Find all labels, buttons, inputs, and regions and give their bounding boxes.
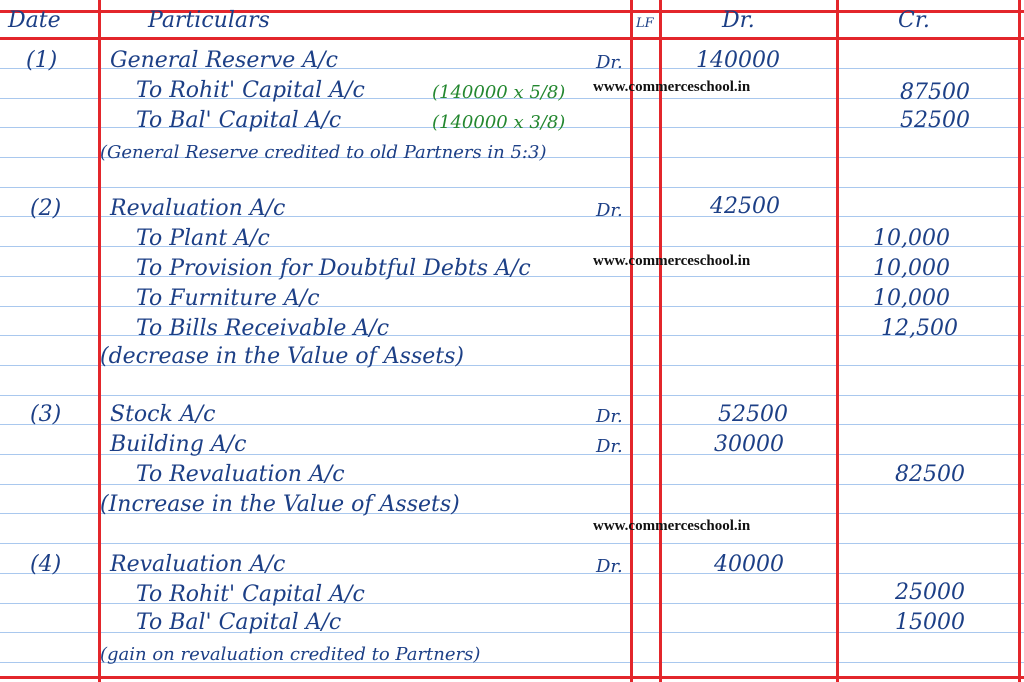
- credit-account: To Provision for Doubtful Debts A/c: [136, 256, 531, 281]
- credit-amount: 82500: [895, 462, 965, 487]
- ruling-line: [0, 187, 1024, 188]
- dr-mark: Dr.: [596, 406, 623, 427]
- lf-column-divider: [659, 0, 662, 682]
- credit-amount: 25000: [895, 580, 965, 605]
- narration: (decrease in the Value of Assets): [100, 344, 464, 369]
- debit-amount: 42500: [710, 194, 780, 219]
- narration: (Increase in the Value of Assets): [100, 492, 460, 517]
- ruling-line: [0, 395, 1024, 396]
- credit-account: To Bal' Capital A/c: [136, 610, 342, 635]
- credit-amount: 10,000: [873, 256, 950, 281]
- credit-account: To Plant A/c: [136, 226, 270, 251]
- entry-number: (4): [30, 552, 62, 577]
- credit-amount: 12,500: [881, 316, 958, 341]
- credit-amount: 87500: [900, 80, 970, 105]
- watermark-text: www.commerceschool.in: [593, 79, 751, 95]
- watermark-text: www.commerceschool.in: [593, 253, 751, 269]
- debit-amount: 140000: [696, 48, 780, 73]
- credit-account: To Rohit' Capital A/c: [136, 78, 365, 103]
- dr-mark: Dr.: [596, 200, 623, 221]
- credit-amount: 15000: [895, 610, 965, 635]
- credit-account: To Furniture A/c: [136, 286, 320, 311]
- debit-account: Revaluation A/c: [110, 552, 286, 577]
- narration: (gain on revaluation credited to Partners): [100, 644, 481, 665]
- credit-amount: 10,000: [873, 286, 950, 311]
- debit-amount: 52500: [718, 402, 788, 427]
- credit-account: To Bal' Capital A/c: [136, 108, 342, 133]
- debit-account: Revaluation A/c: [110, 196, 286, 221]
- header-date: Date: [8, 8, 61, 33]
- debit-account: Stock A/c: [110, 402, 216, 427]
- header-lf: LF: [636, 16, 654, 31]
- credit-amount: 52500: [900, 108, 970, 133]
- credit-calculation: (140000 x 3/8): [432, 112, 566, 133]
- dr-mark: Dr.: [596, 436, 623, 457]
- dr-column-divider: [836, 0, 839, 682]
- date-column-divider: [98, 0, 101, 682]
- narration: (General Reserve credited to old Partners in 5:3): [100, 142, 547, 163]
- particulars-column-divider: [630, 0, 633, 682]
- debit-amount: 30000: [714, 432, 784, 457]
- header-dr: Dr.: [722, 8, 755, 33]
- entry-number: (3): [30, 402, 62, 427]
- entry-number: (1): [26, 48, 58, 73]
- header-bottom-line: [0, 37, 1024, 40]
- dr-mark: Dr.: [596, 52, 623, 73]
- ruling-line: [0, 543, 1024, 544]
- header-cr: Cr.: [898, 8, 930, 33]
- watermark-text: www.commerceschool.in: [593, 518, 751, 534]
- debit-account: General Reserve A/c: [110, 48, 338, 73]
- debit-account: Building A/c: [110, 432, 247, 457]
- cr-column-divider: [1018, 0, 1021, 682]
- credit-account: To Revaluation A/c: [136, 462, 345, 487]
- entry-number: (2): [30, 196, 62, 221]
- debit-amount: 40000: [714, 552, 784, 577]
- credit-calculation: (140000 x 5/8): [432, 82, 566, 103]
- credit-account: To Rohit' Capital A/c: [136, 582, 365, 607]
- header-particulars: Particulars: [148, 8, 270, 33]
- page-bottom-line: [0, 676, 1024, 679]
- credit-account: To Bills Receivable A/c: [136, 316, 390, 341]
- credit-amount: 10,000: [873, 226, 950, 251]
- dr-mark: Dr.: [596, 556, 623, 577]
